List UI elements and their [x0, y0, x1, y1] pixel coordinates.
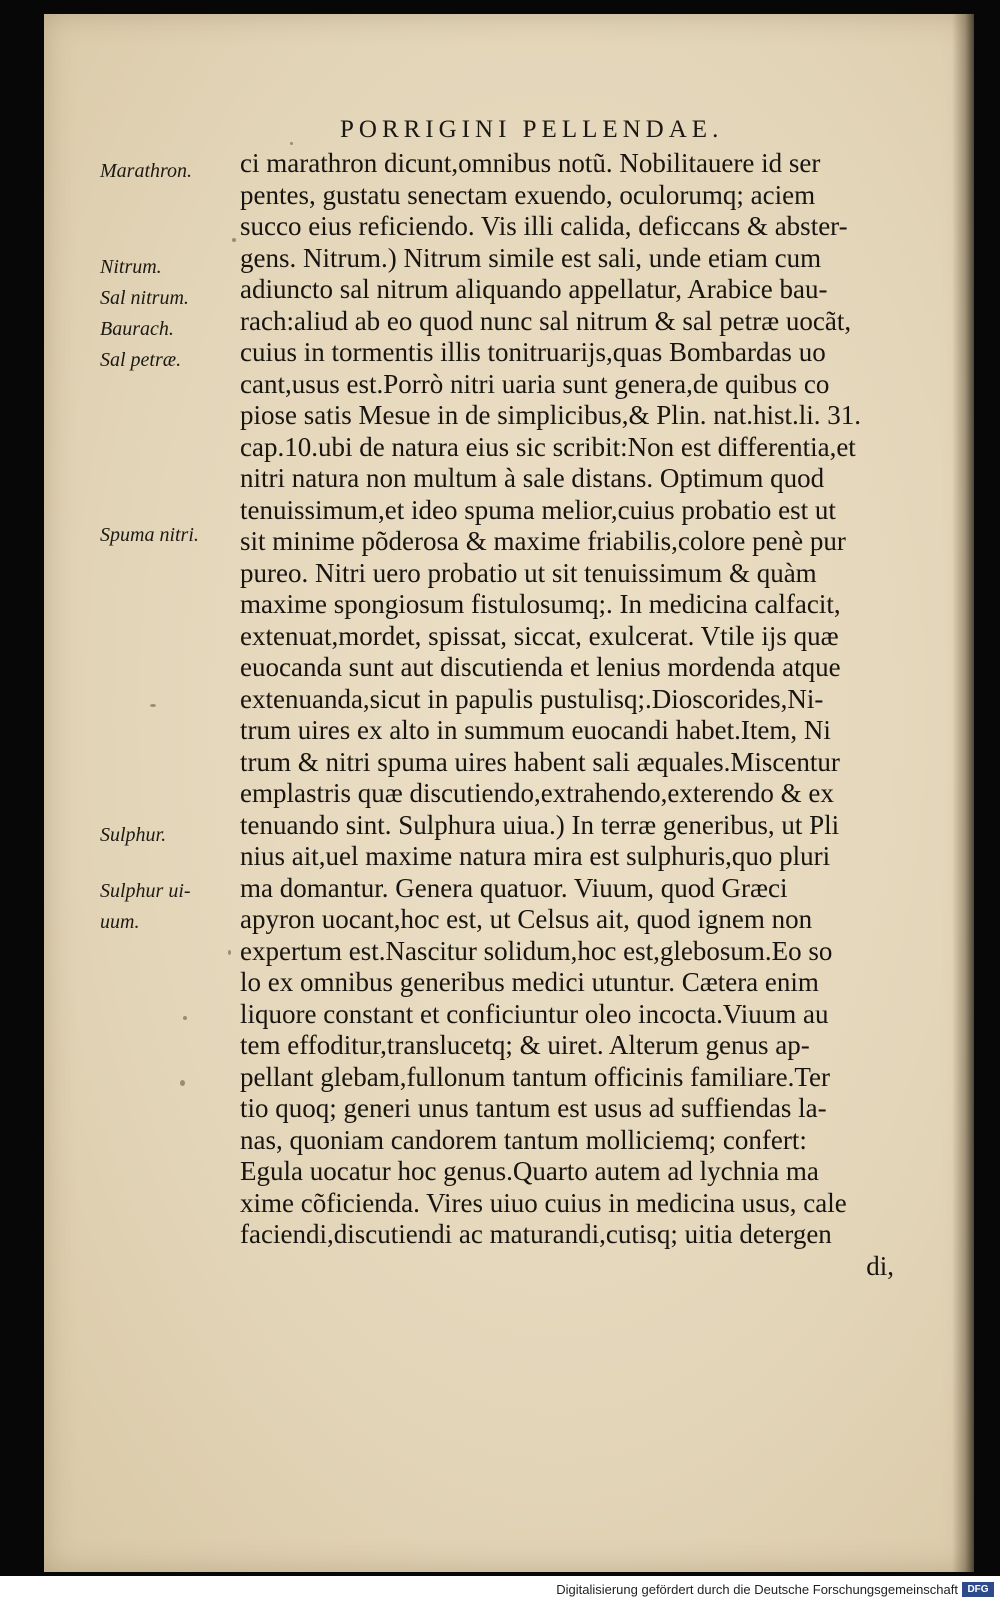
paper-speck [150, 704, 156, 707]
text-line: pellant glebam,fullonum tantum officinis familiare.Ter [240, 1061, 830, 1092]
text-line: liquore constant et conficiuntur oleo incocta.Viuum au [240, 998, 829, 1029]
footer-credit: Digitalisierung gefördert durch die Deutsche Forschungsgemeinschaft [556, 1582, 958, 1597]
margin-note-sulphur: Sulphur. [100, 824, 167, 846]
text-line: extenuanda,sicut in papulis pustulisq;.Dioscorides,Ni- [240, 683, 824, 714]
text-line: extenuat,mordet, spissat, siccat, exulcerat. Vtile ijs quæ [240, 620, 839, 651]
text-line: ma domantur. Genera quatuor. Viuum, quod Græci [240, 872, 788, 903]
margin-note-nitrum: Nitrum. [100, 256, 162, 278]
page-edge-shadow [952, 14, 974, 1572]
text-line: piose satis Mesue in de simplicibus,& Plin. nat.hist.li. 31. [240, 400, 861, 430]
text-line: nius ait,uel maxime natura mira est sulphuris,quo pluri [240, 841, 831, 871]
text-line: xime cõficienda. Vires uiuo cuius in medicina usus, cale [240, 1187, 847, 1218]
margin-note-sal-nitrum: Sal nitrum. [100, 287, 189, 309]
text-line: tenuissimum,et ideo spuma melior,cuius probatio est ut [240, 494, 836, 525]
text-line: cuius in tormentis illis tonitruarijs,quas Bombardas uo [240, 337, 826, 367]
running-head: PORRIGINI PELLENDAE. [340, 116, 724, 143]
text-line: tenuando sint. Sulphura uiua.) In terræ generibus, ut Pli [240, 809, 840, 840]
digitization-footer [0, 1576, 1000, 1604]
paper-speck [180, 1080, 185, 1086]
text-line: expertum est.Nascitur solidum,hoc est,glebosum.Eo so [240, 935, 833, 966]
text-line: maxime spongiosum fistulosumq;. In medicina calfacit, [240, 589, 841, 619]
text-line: adiuncto sal nitrum aliquando appellatur, Arabice bau- [240, 274, 828, 304]
margin-note-spuma-nitri: Spuma nitri. [100, 524, 199, 546]
text-line: trum & nitri spuma uires habent sali æquales.Miscentur [240, 746, 840, 777]
text-line: lo ex omnibus generibus medici utuntur. Cætera enim [240, 967, 819, 997]
margin-note-marathron: Marathron. [100, 160, 193, 182]
text-line: Egula uocatur hoc genus.Quarto autem ad lychnia ma [240, 1156, 819, 1186]
text-line: succo eius reficiendo. Vis illi calida, deficcans & abster- [240, 211, 848, 241]
text-line: tem effoditur,translucetq; & uiret. Alterum genus ap- [240, 1030, 810, 1060]
margin-note-sulphur-uiuum-2: uum. [100, 911, 140, 933]
text-line: apyron uocant,hoc est, ut Celsus ait, quod ignem non [240, 904, 813, 934]
text-line: sit minime põderosa & maxime friabilis,colore penè pur [240, 526, 846, 556]
paper-speck [232, 238, 236, 242]
paper-speck [290, 142, 293, 145]
text-line: emplastris quæ discutiendo,extrahendo,exterendo & ex [240, 778, 834, 808]
text-line: cant,usus est.Porrò nitri uaria sunt genera,de quibus co [240, 368, 830, 399]
text-line: faciendi,discutiendi ac maturandi,cutisq; uitia detergen [240, 1219, 832, 1249]
text-line: pentes, gustatu senectam exuendo, oculorumq; aciem [240, 179, 816, 210]
text-line-catchword: di, [866, 1250, 894, 1281]
paper-speck [183, 1016, 187, 1020]
text-line: pureo. Nitri uero probatio ut sit tenuissimum & quàm [240, 557, 817, 588]
text-line: nitri natura non multum à sale distans. Optimum quod [240, 463, 825, 493]
text-line: euocanda sunt aut discutienda et lenius mordenda atque [240, 652, 841, 682]
text-line: trum uires ex alto in summum euocandi habet.Item, Ni [240, 715, 831, 745]
main-text-block [240, 148, 900, 1282]
margin-note-sal-petrae: Sal petræ. [100, 349, 182, 371]
margin-note-baurach: Baurach. [100, 318, 174, 340]
text-line: tio quoq; generi unus tantum est usus ad suffiendas la- [240, 1093, 827, 1123]
text-line: gens. Nitrum.) Nitrum simile est sali, unde etiam cum [240, 242, 822, 273]
margin-note-sulphur-uiuum-1: Sulphur ui- [100, 880, 191, 902]
text-line: nas, quoniam candorem tantum molliciemq; confert: [240, 1124, 807, 1155]
text-line: ci marathron dicunt,omnibus notũ. Nobilitauere id ser [240, 148, 821, 178]
text-line: cap.10.ubi de natura eius sic scribit:Non est differentia,et [240, 431, 856, 462]
dfg-logo: DFG [962, 1582, 994, 1597]
text-line: rach:aliud ab eo quod nunc sal nitrum & sal petræ uocãt, [240, 305, 852, 336]
paper-speck [228, 950, 231, 955]
